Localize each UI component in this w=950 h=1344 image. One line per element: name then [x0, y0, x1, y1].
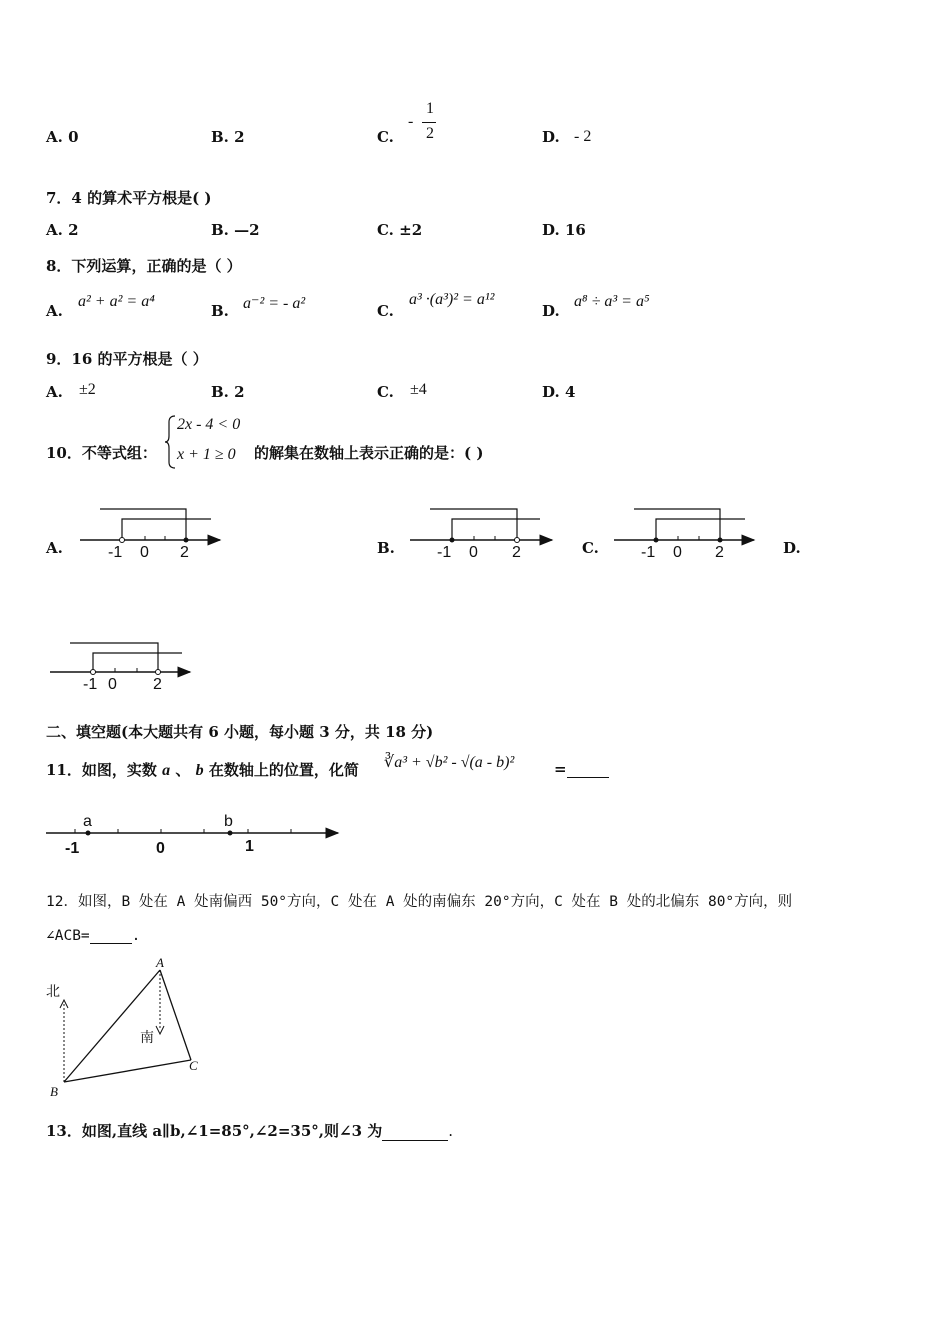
section-title: 二、填空题(本大题共有 6 小题，每小题 3 分，共 18 分)	[46, 723, 434, 741]
q6-option-d-value: - 2	[574, 128, 592, 145]
q6-option-c-numerator: 1	[426, 100, 434, 117]
q11-var-b: b	[195, 762, 204, 779]
q10-system-line1: 2x - 4 < 0	[177, 416, 241, 433]
option-letter: A.	[46, 221, 63, 239]
q11-answer	[554, 760, 609, 778]
q11-stem-prefix: 11．如图，实数	[46, 761, 157, 779]
q9-option-c-letter: C.	[377, 383, 394, 401]
q13-suffix: .	[448, 1122, 454, 1140]
axis-label: 2	[180, 544, 189, 561]
q11-expression: ∛a³ + √b² - √(a - b)²	[384, 754, 515, 771]
q11-stem-mid: 在数轴上的位置，化简	[208, 761, 359, 779]
answer-blank	[567, 763, 609, 778]
q12-direction-figure	[60, 970, 191, 1082]
option-value: 0	[68, 128, 79, 146]
option-value: ±2	[399, 221, 423, 239]
q8-option-a-expr: a² + a² = a⁴	[78, 293, 155, 310]
axis-label: 2	[715, 544, 724, 561]
q11-label-b: b	[224, 813, 233, 830]
q9-option-c-value: ±4	[410, 381, 427, 398]
answer-blank	[90, 929, 132, 944]
q8-option-d-letter: D.	[542, 302, 560, 320]
number-line-d	[50, 643, 190, 675]
q12-answer-line	[46, 928, 140, 944]
q6-option-c-denominator: 2	[426, 125, 434, 142]
option-letter: A.	[46, 128, 63, 146]
north-label: 北	[46, 984, 60, 1000]
q10-stem-suffix: 的解集在数轴上表示正确的是：( )	[254, 444, 484, 462]
q6-option-c-sign: -	[408, 113, 414, 130]
q8-option-b-letter: B.	[211, 302, 229, 320]
q10-option-b-letter: B.	[377, 539, 395, 557]
q11-tick-label: 1	[245, 838, 254, 855]
q8-option-c-letter: C.	[377, 302, 394, 320]
q11-label-a: a	[83, 813, 92, 830]
axis-label: 2	[153, 676, 162, 693]
q8-option-d-expr: a⁸ ÷ a³ = a⁵	[574, 293, 650, 310]
option-letter: D.	[542, 383, 560, 401]
q12-answer-prefix: ∠ACB=	[46, 928, 90, 944]
q8-option-b-expr: a⁻² = - a²	[243, 295, 306, 312]
option-letter: B.	[211, 221, 229, 239]
point-a-label: A	[156, 955, 164, 970]
axis-label: -1	[108, 544, 123, 561]
axis-label: 0	[108, 676, 117, 693]
q8-option-a-letter: A.	[46, 302, 63, 320]
q9-stem: 9．16 的平方根是（ ）	[46, 350, 208, 368]
q13-stem	[46, 1120, 453, 1141]
q13-stem-text: 13．如图,直线 a∥b,∠1=85°,∠2=35°,则∠3 为	[46, 1122, 383, 1140]
q10-system-line2: x + 1 ≥ 0	[177, 446, 236, 463]
south-label: 南	[140, 1030, 154, 1046]
axis-label: 0	[673, 544, 682, 561]
axis-label: -1	[437, 544, 452, 561]
q9-option-a-letter: A.	[46, 383, 63, 401]
option-value: 4	[564, 383, 576, 401]
option-value: 2	[68, 221, 79, 239]
q10-option-c-letter: C.	[582, 539, 599, 557]
point-c-label: C	[189, 1058, 198, 1073]
axis-label: 2	[512, 544, 521, 561]
axis-label: -1	[83, 676, 98, 693]
q12-answer-suffix: .	[131, 928, 141, 944]
q11-tick-label: -1	[65, 840, 80, 857]
q7-stem: 7．4 的算术平方根是( )	[46, 189, 212, 207]
q11-tick-label: 0	[156, 840, 165, 857]
axis-label: 0	[140, 544, 149, 561]
option-value: —2	[234, 221, 260, 239]
q11-var-a: a	[162, 762, 171, 779]
q8-stem: 8．下列运算，正确的是（ ）	[46, 257, 242, 275]
axis-label: 0	[469, 544, 478, 561]
q10-stem-prefix: 10．不等式组：	[46, 444, 157, 462]
number-line-b	[410, 509, 552, 543]
option-letter: B.	[211, 383, 229, 401]
option-letter: C.	[377, 128, 394, 146]
q10-option-d-letter: D.	[783, 539, 801, 557]
option-letter: D.	[542, 221, 560, 239]
option-value: 2	[234, 128, 245, 146]
q12-stem: 12．如图，B 处在 A 处南偏西 50°方向，C 处在 A 处的南偏东 20°方向，C 处在 B 处的北偏东 80°方向，则	[46, 894, 793, 910]
number-line-c	[614, 509, 754, 543]
axis-label: -1	[641, 544, 656, 561]
q9-option-a-value: ±2	[79, 381, 96, 398]
q11-equals: =	[554, 760, 567, 778]
point-b-label: B	[50, 1084, 58, 1099]
q8-option-c-expr: a³ ·(a³)² = a¹²	[409, 291, 495, 308]
q11-stem	[46, 759, 359, 780]
answer-blank	[382, 1126, 448, 1141]
option-letter: C.	[377, 221, 394, 239]
number-line-a	[80, 509, 220, 543]
option-value: 2	[234, 383, 245, 401]
q10-option-a-letter: A.	[46, 539, 63, 557]
option-letter: B.	[211, 128, 229, 146]
q11-sep: 、	[175, 761, 191, 779]
option-letter: D.	[542, 128, 560, 146]
option-value: 16	[564, 221, 586, 239]
